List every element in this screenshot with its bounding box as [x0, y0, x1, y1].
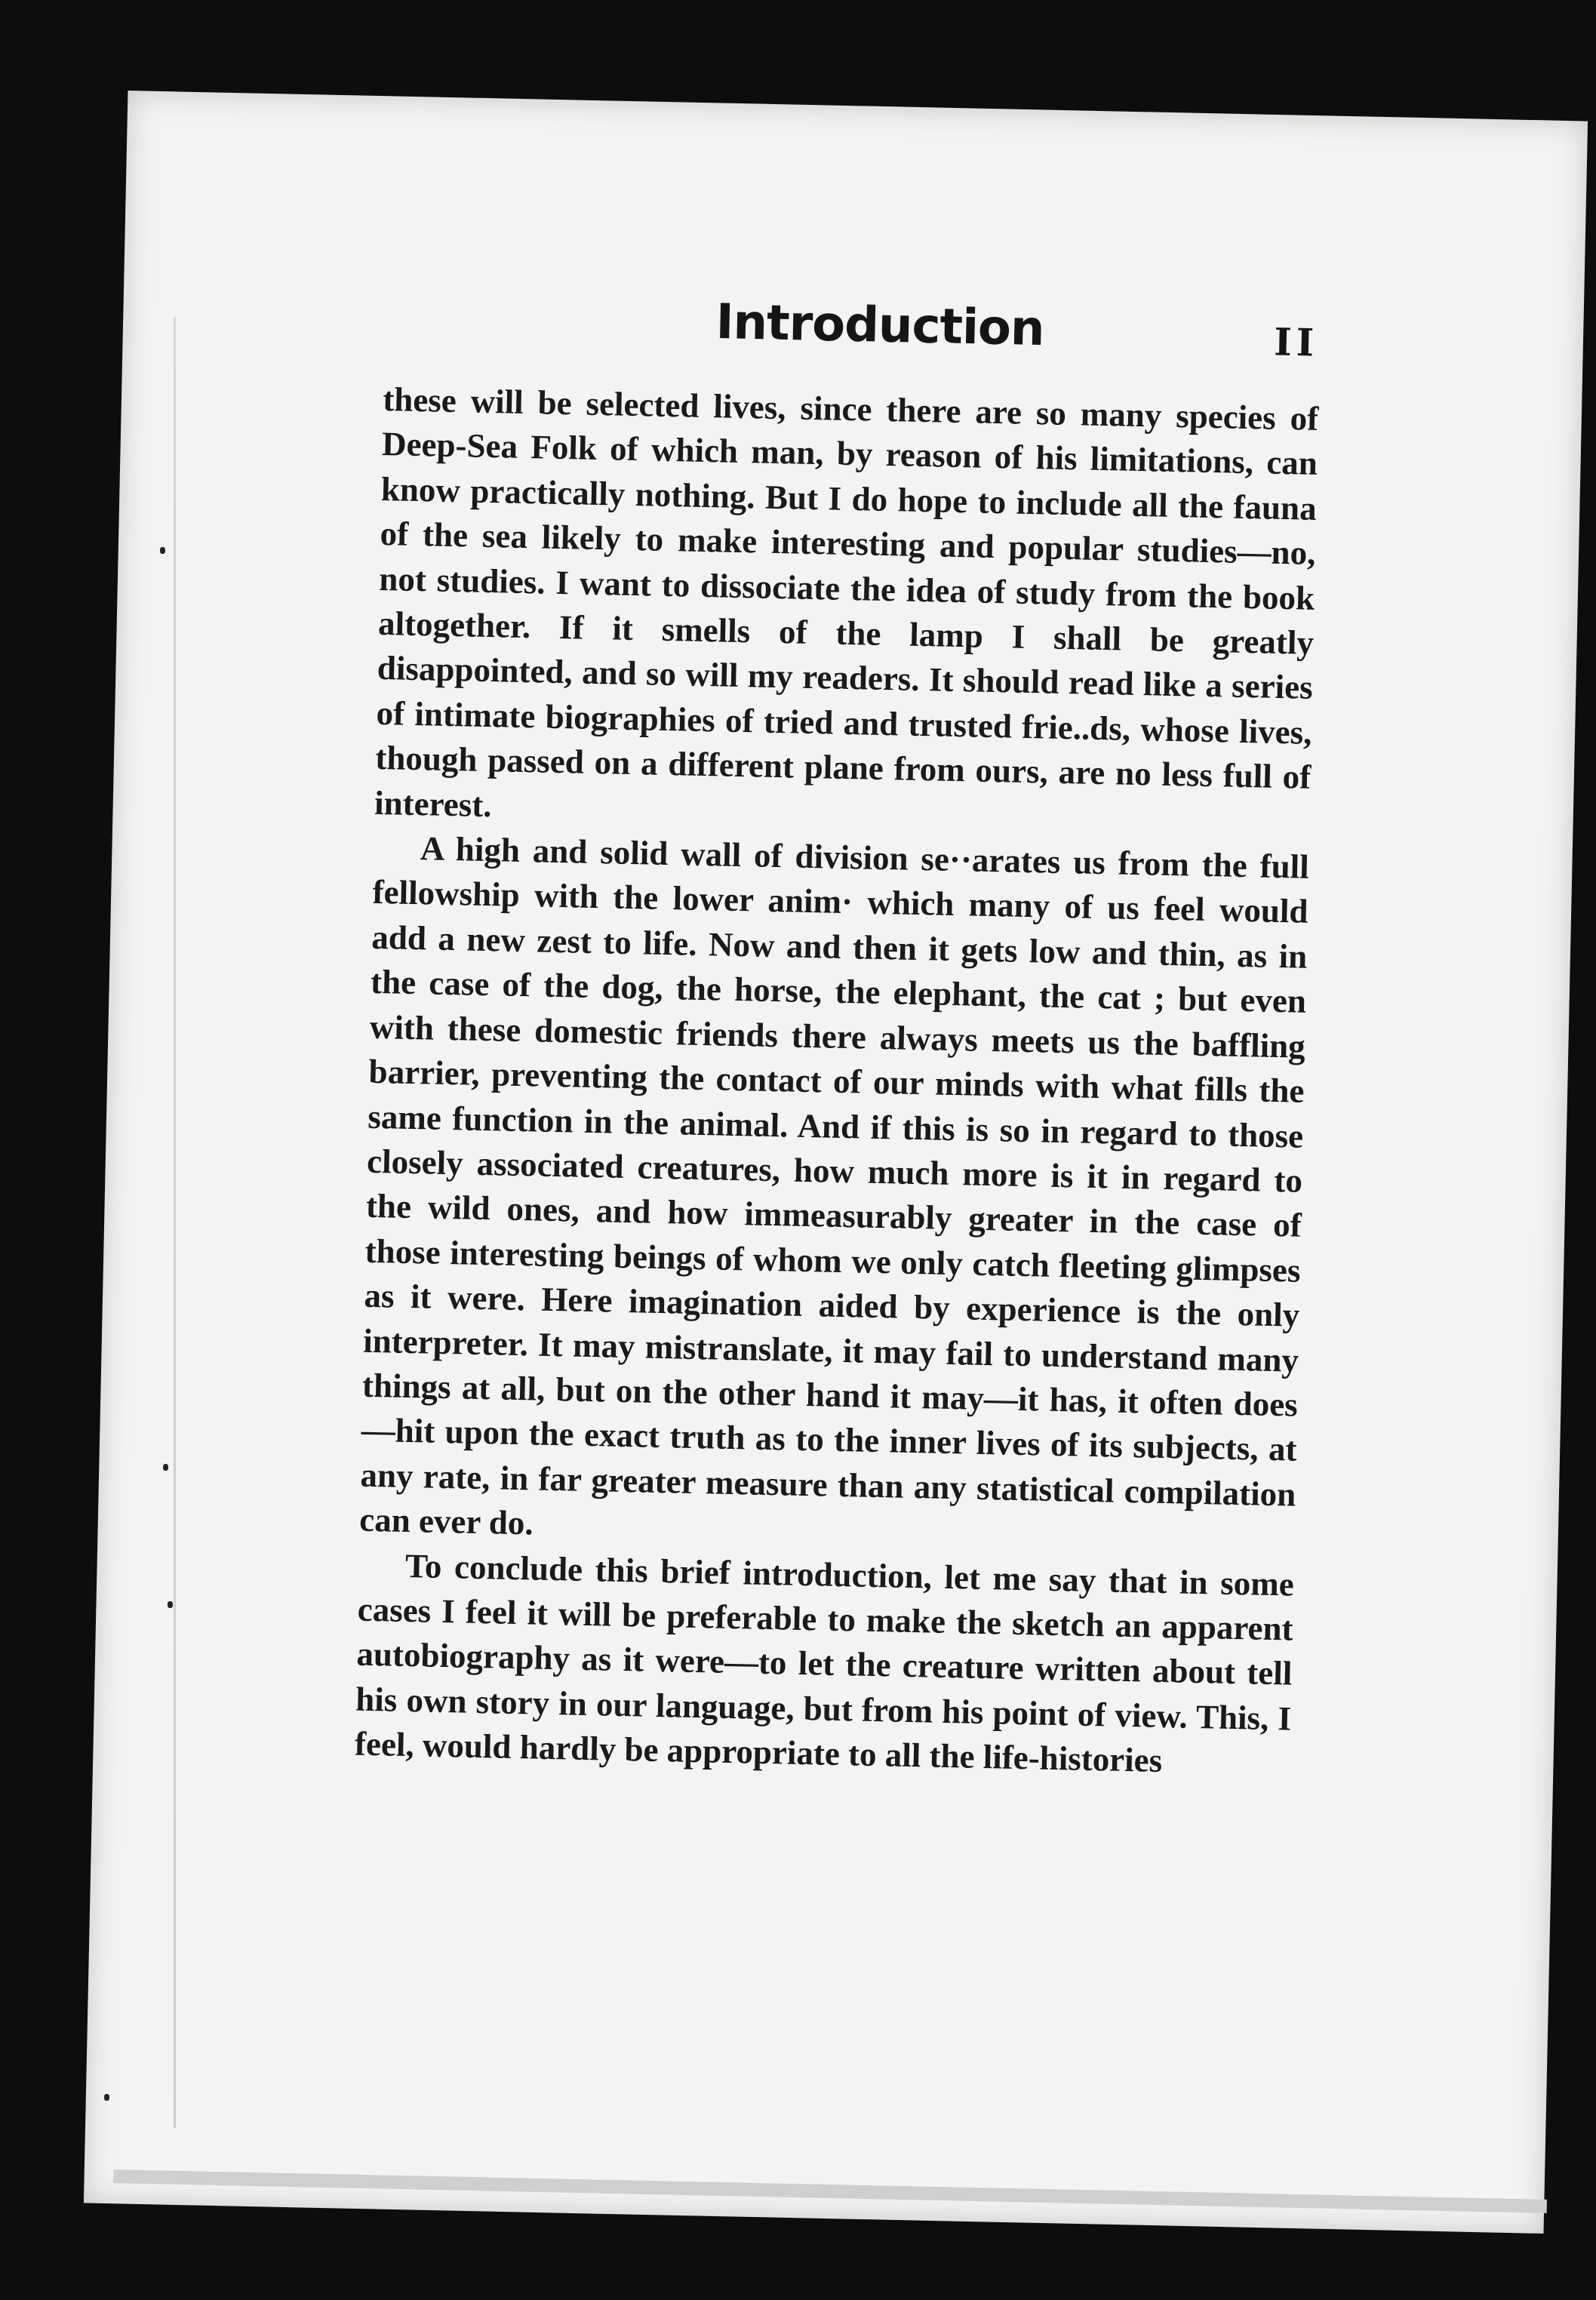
gutter-speck — [160, 547, 165, 554]
binding-gutter — [174, 317, 176, 2128]
paragraph: A high and solid wall of division se··arates us from the full fellowship with the lower anim· which many of us feel would add a new zest to life. Now and then it gets low and thin, as in the case of the dog, the horse, the elephant, the cat ; but even with these domestic friends there always meets us the baffling barrier, preventing the contact of our minds with what fills the same function in the animal. And if this is so in regard to those closely associated creatures, how much more is it in regard to the wild ones, and how immeasurably greater in the case of those interesting beings of whom we only catch fleeting glimpses as it were. Here imagination aided by experience is the only interpreter. It may mistranslate, it may fail to understand many things at all, but on the other hand it may—it has, it often does—hit upon the exact truth as to the inner lives of its subjects, at any rate, in far greater measure than any statistical compilation can ever do. — [358, 829, 1310, 1542]
gutter-speck — [163, 1464, 168, 1471]
gutter-speck — [104, 2094, 109, 2101]
page-number: II — [1273, 319, 1319, 365]
paragraph: To conclude this brief introduction, let me say that in some cases I feel it will be preferable to make the sketch an apparent autobiography as it were—to let the creature written about tell his own story in our language, but from his point of view. This, I feel, would hardly be appropriate to all the life-histories — [354, 1546, 1295, 1780]
running-title: Introduction — [715, 294, 1045, 358]
body-text — [354, 377, 1318, 1786]
paragraph: these will be selected lives, since there are so many species of Deep-Sea Folk of which man, by reason of his limitations, can know practically nothing. But I do hope to include all the fauna of the sea likely to make interesting and popular studies—no, not studies. I want to dissociate the idea of study from the book altogether. If it smells of the lamp I shall be greatly disappointed, and so will my readers. It should read like a series of intimate biographies of tried and trusted frie..ds, whose lives, though passed on a different plane from ours, are no less full of interest. — [374, 380, 1319, 824]
gutter-speck — [168, 1601, 173, 1608]
